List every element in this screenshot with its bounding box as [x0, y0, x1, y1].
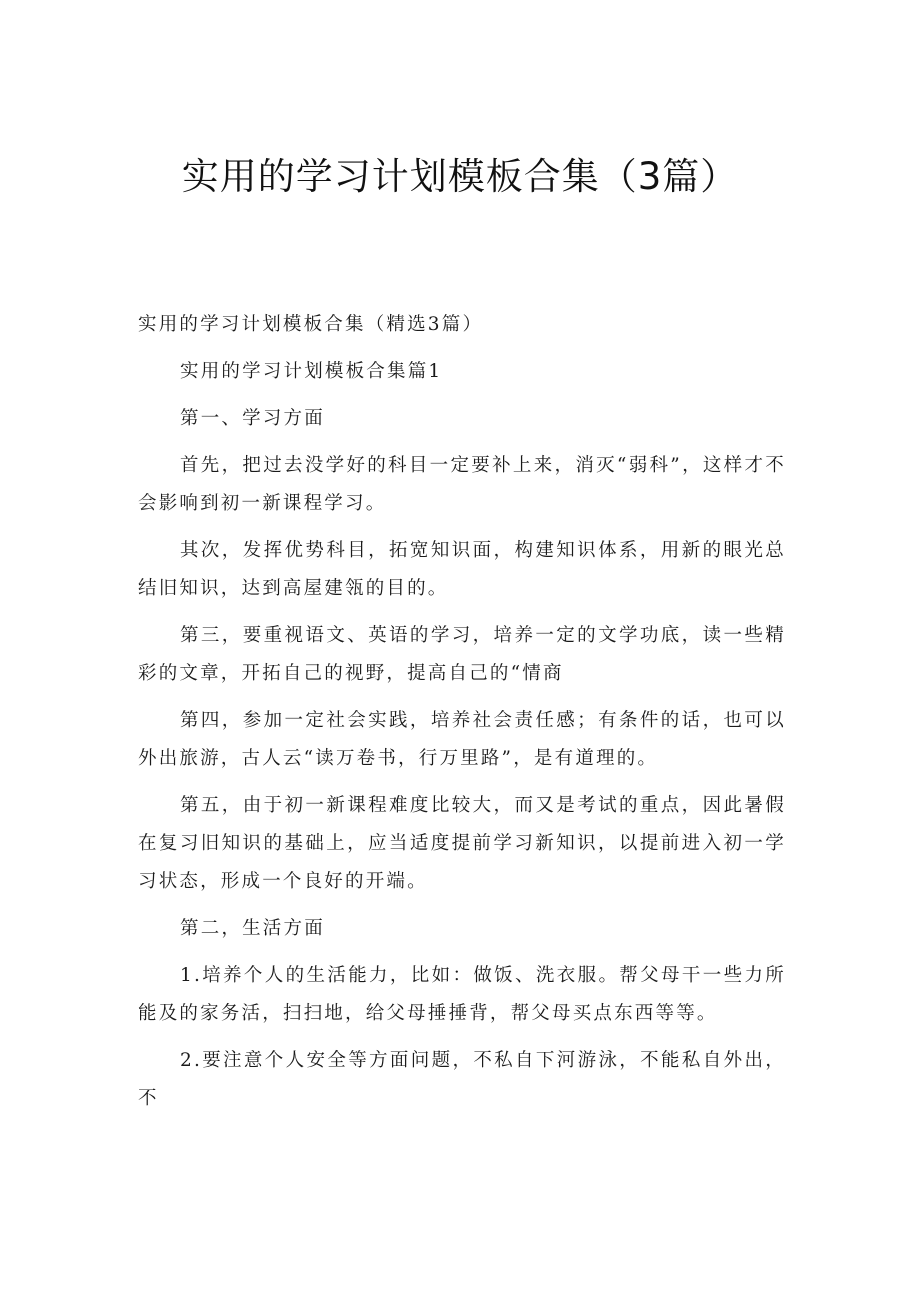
paragraph: 第四，参加一定社会实践，培养社会责任感；有条件的话，也可以外出旅游，古人云“读万卷书，行万里路”，是有道理的。 [138, 710, 786, 769]
paragraph-list-item: 2.要注意个人安全等方面问题，不私自下河游泳，不能私自外出，不 [138, 1050, 786, 1109]
paragraph-life-heading: 第二，生活方面 [180, 918, 325, 939]
paragraph: 首先，把过去没学好的科目一定要补上来，消灭“弱科”，这样才不会影响到初一新课程学习。 [138, 455, 786, 514]
paragraph: 其次，发挥优势科目，拓宽知识面，构建知识体系，用新的眼光总结旧知识，达到高屋建瓴的目的。 [138, 540, 786, 599]
paragraph: 第三，要重视语文、英语的学习，培养一定的文学功底，读一些精彩的文章，开拓自己的视野，提高自己的“情商 [138, 625, 786, 684]
document-title: 实用的学习计划模板合集（3篇） [181, 155, 739, 198]
paragraph: 第五，由于初一新课程难度比较大，而又是考试的重点，因此暑假在复习旧知识的基础上，应当适度提前学习新知识，以提前进入初一学习状态，形成一个良好的开端。 [138, 795, 786, 892]
paragraph-list-item: 1.培养个人的生活能力，比如：做饭、洗衣服。帮父母干一些力所能及的家务活，扫扫地，给父母捶捶背，帮父母买点东西等等。 [138, 965, 786, 1024]
paragraph-section-heading: 实用的学习计划模板合集篇1 [180, 361, 443, 382]
paragraph-subtitle: 实用的学习计划模板合集（精选3篇） [138, 314, 484, 335]
paragraph-study-heading: 第一、学习方面 [180, 408, 325, 429]
document-body [138, 306, 786, 1127]
